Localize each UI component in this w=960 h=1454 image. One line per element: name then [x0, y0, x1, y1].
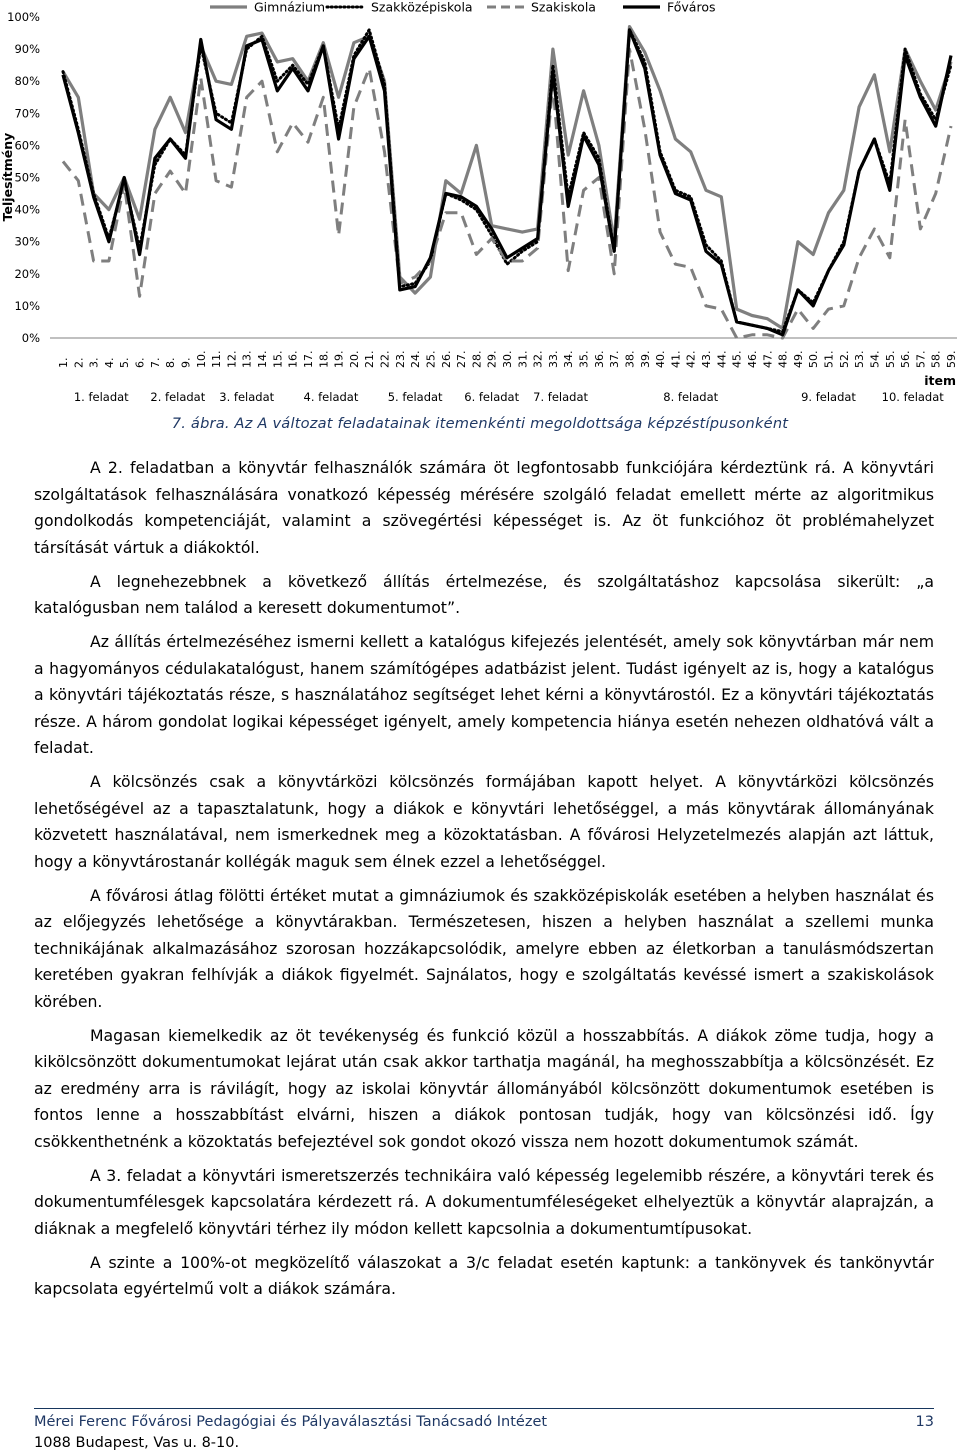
legend	[210, 0, 715, 15]
x-category-label: 19.	[332, 350, 346, 368]
paragraph: A szinte a 100%-ot megközelítő válaszokat a 3/c feladat esetén kaptunk: a tankönyvek és tankönyvtár kapcsolata egyértelmű volt a diákok számára.	[34, 1252, 934, 1298]
x-category-label: 39.	[638, 350, 652, 368]
paragraph: Magasan kiemelkedik az öt tevékenység és funkció közül a hosszabbítás. A diákok zöme tudja, hogy a kikölcsönzött dokumentumokat lejárat után csak akkor tarthatja magánál, ha meghosszabbítja a kölcsönzését. Ez az eredmény arra is rávilágít, hogy az iskolai könyvtár állományából kölcsönzött dokumentumok esetében is fontos lenne a hosszabbítást elvárni, hiszen a diákok pontosan tudják, hogy van kölcsönzési idő. Így csökkenthetnénk a közoktatás befejeztével sok gondot okozó vissza nem hozott dokumentumok számát.	[34, 1025, 934, 1151]
x-category-label: 42.	[684, 350, 698, 368]
x-group-label: 1. feladat	[73, 390, 129, 404]
x-category-label: 6.	[133, 357, 147, 368]
x-category-label: 22.	[378, 350, 392, 368]
x-category-label: 28.	[470, 350, 484, 368]
y-tick-label: 0%	[21, 331, 40, 345]
x-category-label: 32.	[531, 350, 545, 368]
x-category-label: 41.	[669, 350, 683, 368]
footer-divider	[34, 1408, 934, 1409]
x-category-label: 3.	[87, 357, 101, 368]
x-axis-groups	[74, 390, 944, 404]
x-group-label: 10. feladat	[881, 390, 944, 404]
x-category-label: 11.	[210, 350, 224, 368]
paragraph: A 3. feladat a könyvtári ismeretszerzés technikáira való képesség legelemibb részére, a könyvtári terek és dokumentumfélesgek kapcsolatára kérdezett rá. A dokumentumféleségeket elhelyeztük a könyvtár alaprajzán, a diáknak a megfelelő könyvtári térhez ily módon kellett kapcsolnia a dokumentumtípusokat.	[34, 1165, 934, 1238]
x-category-label: 40.	[654, 350, 668, 368]
x-group-label: 8. feladat	[663, 390, 719, 404]
series-lines	[63, 27, 951, 338]
x-category-label: 38.	[623, 350, 637, 368]
x-category-label: 58.	[929, 350, 943, 368]
x-category-label: 1.	[57, 357, 70, 368]
footer-institute: Mérei Ferenc Fővárosi Pedagógiai és Pályaválasztási Tanácsadó Intézet	[34, 1414, 548, 1430]
x-category-label: 13.	[240, 350, 254, 368]
x-axis-title: item	[924, 373, 956, 388]
x-category-label: 37.	[608, 350, 622, 368]
x-group-label: 5. feladat	[387, 390, 443, 404]
x-category-label: 5.	[118, 357, 132, 368]
x-category-label: 9.	[179, 357, 193, 368]
y-tick-label: 90%	[14, 42, 40, 57]
x-category-label: 17.	[301, 350, 315, 368]
x-category-label: 12.	[225, 350, 239, 368]
x-category-label: 53.	[853, 350, 867, 368]
legend-label: Főváros	[667, 0, 716, 15]
y-tick-label: 20%	[14, 266, 40, 281]
x-category-label: 52.	[837, 350, 851, 368]
paragraph: Az állítás értelmezéséhez ismerni kellett a katalógus kifejezés jelentését, amely sok könyvtárban már nem a hagyományos cédulakatalógust, hanem számítógépes adatbázist jelent. Tudást igényelt az is, hogy a katalógus a könyvtári tájékoztatás része, s használatához segítséget lehet kérni a könyvtárostól. Ez a könyvtári tájékoztatás része. A három gondolat logikai képességet igényelt, amely kompetencia hiánya esetén nehezen oldhatóvá vált a feladat.	[34, 632, 934, 757]
x-category-label: 48.	[776, 350, 790, 368]
x-category-label: 14.	[256, 350, 270, 368]
x-category-label: 30.	[501, 350, 514, 368]
series-line	[63, 30, 951, 335]
x-category-label: 45.	[730, 350, 744, 368]
figure-caption: 7. ábra. Az A változat feladatainak itemenkénti megoldottsága képzéstípusonként	[171, 415, 789, 432]
x-category-label: 27.	[455, 350, 469, 368]
y-tick-label: 80%	[14, 74, 40, 89]
x-category-label: 23.	[393, 350, 407, 368]
footer-row	[34, 1412, 934, 1433]
x-axis-categories	[57, 350, 958, 388]
chart-svg	[0, 0, 960, 410]
x-group-label: 7. feladat	[533, 390, 589, 404]
paragraph: A 2. feladatban a könyvtár felhasználók számára öt legfontosabb funkciójára kérdeztünk rá. A könyvtári szolgáltatások felhasználására vonatkozó képesség mérésére szolgáló feladat emellett mérte az algoritmikus gondolkodás kompetenciáját, valamint a szövegértési képességet is. Az öt funkcióhoz öt problémahelyzet társítását vártuk a diákoktól.	[34, 458, 934, 557]
x-category-label: 33.	[546, 350, 560, 368]
x-group-label: 4. feladat	[303, 390, 359, 404]
legend-label: Gimnázium	[254, 0, 326, 15]
y-tick-label: 50%	[14, 170, 40, 185]
page-number: 13	[915, 1414, 934, 1430]
y-tick-label: 40%	[14, 202, 40, 217]
x-category-label: 54.	[868, 350, 882, 368]
body-text	[34, 455, 934, 1310]
y-tick-label: 10%	[14, 298, 40, 313]
x-category-label: 46.	[745, 350, 759, 368]
y-axis-title: Teljesítmény	[0, 132, 15, 222]
x-category-label: 36.	[592, 350, 606, 368]
line-chart	[0, 0, 960, 410]
y-tick-label: 100%	[7, 10, 40, 24]
y-tick-label: 70%	[14, 106, 40, 121]
x-category-label: 24.	[409, 350, 423, 368]
x-category-label: 51.	[822, 350, 836, 368]
x-category-label: 55.	[883, 350, 897, 368]
x-category-label: 10.	[194, 350, 208, 368]
legend-label: Szakiskola	[531, 0, 596, 15]
x-category-label: 7.	[148, 357, 162, 368]
x-category-label: 56.	[899, 350, 913, 368]
x-category-label: 35.	[577, 350, 591, 368]
x-category-label: 44.	[715, 350, 729, 368]
paragraph: A legnehezebbnek a következő állítás értelmezése, és szolgáltatáshoz kapcsolása sikerült: „a katalógusban nem találod a keresett dokumentumot”.	[34, 571, 934, 617]
x-category-label: 29.	[485, 350, 499, 368]
x-category-label: 4.	[102, 357, 116, 368]
x-category-label: 26.	[439, 350, 453, 368]
y-tick-label: 60%	[14, 138, 40, 153]
x-category-label: 20.	[347, 350, 361, 368]
x-category-label: 18.	[317, 350, 331, 368]
paragraph: A fővárosi átlag fölötti értéket mutat a gimnáziumok és szakközépiskolák esetében a helyben használat és az előjegyzés lehetősége a könyvtárakban. Természetesen, hiszen a helyben használat a szellemi munka technikájának alkalmazásához szorosan hozzákapcsolódik, amelyre ebben az életkorban a tanulásmódszertan keretében gyakran felhívják a diákok figyelmét. Sajnálatos, hogy e szolgáltatás kevéssé ismert a szakiskolások körében.	[34, 885, 934, 1011]
x-category-label: 16.	[286, 350, 300, 368]
x-group-label: 6. feladat	[464, 390, 520, 404]
x-category-label: 49.	[791, 350, 805, 368]
x-category-label: 43.	[700, 350, 714, 368]
x-category-label: 47.	[761, 350, 775, 368]
legend-label: Szakközépiskola	[371, 0, 473, 15]
x-category-label: 50.	[807, 350, 821, 368]
x-group-label: 9. feladat	[801, 390, 856, 404]
x-category-label: 34.	[562, 350, 576, 368]
x-category-label: 31.	[516, 350, 530, 368]
x-category-label: 15.	[271, 350, 285, 368]
paragraph: A kölcsönzés csak a könyvtárközi kölcsönzés formájában kapott helyet. A könyvtárközi kölcsönzés lehetőségével az a tapasztalatunk, hogy a diákok e könyvtári lehetőséggel, a más könyvtárak állományának közvetett használatával, nem ismerkednek meg a közoktatásban. A fővárosi Helyzetelmezés alapján azt láttuk, hogy a könyvtárostanár kollégák maguk sem élnek ezzel a lehetőséggel.	[34, 772, 934, 871]
x-category-label: 8.	[164, 357, 178, 368]
y-tick-label: 30%	[14, 234, 40, 249]
y-axis-label-group	[0, 133, 15, 222]
x-group-label: 2. feladat	[150, 390, 206, 404]
x-category-label: 21.	[363, 350, 377, 368]
footer-address: 1088 Budapest, Vas u. 8-10.	[34, 1435, 240, 1451]
page-footer	[34, 1408, 934, 1454]
x-category-label: 57.	[914, 350, 928, 368]
x-group-label: 3. feladat	[219, 390, 275, 404]
x-category-label: 59.	[945, 350, 958, 368]
x-category-label: 2.	[72, 357, 86, 368]
x-category-label: 25.	[424, 350, 438, 368]
